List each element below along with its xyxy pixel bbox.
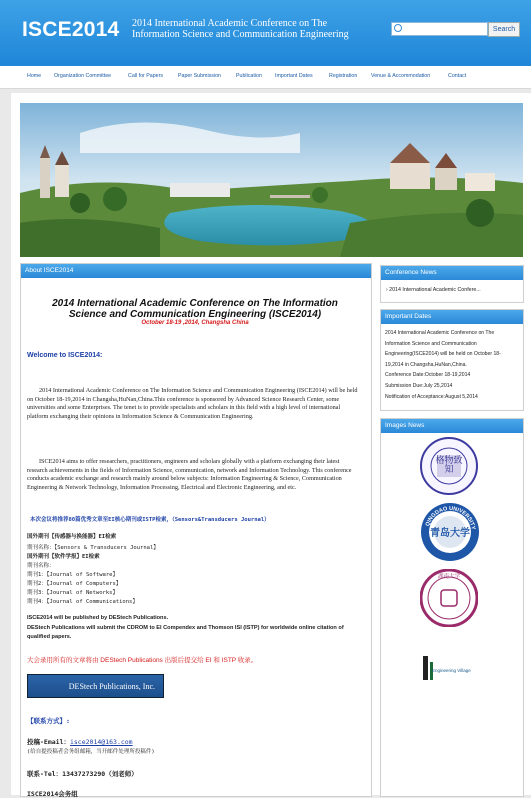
about-panel: [20, 263, 372, 797]
seal-3-text: 湖南大学: [437, 574, 460, 580]
destech-logo-text: DEStech Publications, Inc.: [68, 682, 155, 691]
news-item[interactable]: [386, 287, 481, 293]
destech-logo[interactable]: [27, 674, 164, 698]
nav-contact[interactable]: Contact: [448, 73, 467, 79]
conference-title-line1: 2014 International Academic Conference on The Information: [52, 298, 338, 309]
contact-heading: 【联系方式】:: [27, 717, 70, 725]
email-label: [27, 737, 133, 746]
email-note: (给自提投稿者会务组邮箱，当开邮件处理所投稿件): [27, 749, 155, 755]
university-seal-3[interactable]: [420, 569, 478, 627]
search-input[interactable]: [391, 22, 488, 36]
cn-recommend-line: 本次会议将推荐80篇优秀文章至EI核心期刊或ISTP检索，（Sensors&Transducers Journal）: [30, 517, 270, 523]
intro-paragraph-2: ISCE2014 aims to offer researchers, practitioners, engineers and scholars globally with a platform exchanging their latest research achievements in the fields of Information Science, communication, network and Information Technology. This conference conducts academic exchange and research mainly around below subjects: Information Engineering & Science, Communication Engineering & Network Technology, Information Processing, Electrical and Electronic Engineering, and etc.: [27, 458, 352, 491]
dates-line: Notification of Acceptance:August 5,2014: [385, 393, 478, 400]
dates-line: Information Science and Communication: [385, 340, 477, 347]
journal2-label: 期刊名称：: [27, 563, 55, 569]
about-header: About ISCE2014: [21, 264, 371, 278]
organizer-footer: ISCE2014会务组: [27, 790, 78, 798]
subtitle-line1: 2014 International Academic Conference on The: [132, 18, 328, 29]
nav-home[interactable]: Home: [27, 73, 42, 79]
seal-2-text: 青岛大学: [430, 528, 470, 539]
dates-line: Engineering(ISCE2014) will be held on October 18-: [385, 351, 501, 358]
images-header: Images News: [381, 419, 523, 433]
dates-line: 19,2014 in Changsha,HuNan,China.: [385, 361, 467, 368]
site-logo[interactable]: ISCE2014: [22, 18, 120, 41]
conference-date-place: October 18-19 ,2014, Changsha China: [141, 320, 249, 326]
journal2-item: 期刊2：【Journal of Computers】: [27, 581, 122, 587]
dates-header: Important Dates: [381, 310, 523, 324]
news-panel: [380, 265, 524, 303]
journal2-item: 期刊3：【Journal of Networks】: [27, 590, 118, 596]
intro-paragraph-1: 2014 International Academic Conference on The Information Science and Communication Engineering (ISCE2014) will be held on October 18-19,2014 in Changsha,HuNan,China.This conference is sponsored by Advanced Science Research Center, some universities and some Enterprises. The tenet is to provide specialists and scholars in this field with a high level of international platform exchanging their opinions in Information Science & Communication Engineering.: [27, 387, 358, 420]
conference-title-line2: Science and Communication Engineering (ISCE2014): [68, 309, 322, 320]
nav-paper-submission[interactable]: Paper Submission: [178, 73, 221, 79]
journal1-name: 期刊名称：【Sensors & Transducers Journal】: [27, 545, 159, 551]
journal2-item: 期刊4：【Journal of Communications】: [27, 599, 138, 605]
search-button[interactable]: Search: [488, 22, 520, 37]
seal-2-arc-text: QINGDAO UNIVERSITY: [424, 505, 476, 531]
nav-call-for-papers[interactable]: Call for Papers: [128, 73, 164, 79]
nav-publication[interactable]: Publication: [236, 73, 262, 79]
engineering-village-text: Engineering Village: [432, 668, 471, 673]
welcome-text: Welcome to ISCE2014:: [27, 352, 103, 359]
publication-line1: ISCE2014 will be published by DEStech Publications.: [27, 615, 169, 621]
nav-registration[interactable]: Registration: [329, 73, 358, 79]
news-item-link[interactable]: 2014 International Academic Confere...: [389, 287, 481, 293]
publication-line2: DEStech Publications will submit the CDROM to EI Compendex and Thomson ISI (ISTP) for worldwide online citation of qualified papers.: [27, 625, 344, 640]
university-seal-2[interactable]: [420, 502, 480, 562]
university-seal-1[interactable]: [420, 437, 478, 495]
seal-1-text: 格物致知: [435, 456, 463, 475]
engineering-village-logo[interactable]: [419, 654, 475, 684]
journal2-heading: 国外期刊【软件学报】EI检索: [27, 554, 100, 560]
publication-cn: 大会录用所有的文章将由 DEStech Publications 出版后提交给 EI 和 ISTP 收录。: [27, 657, 258, 664]
dates-line: Conference Date:October 18-19,2014: [385, 372, 471, 379]
site-subtitle: [132, 18, 392, 40]
banner-image: [20, 103, 523, 257]
nav-organization-committee[interactable]: Organization Committee: [54, 73, 112, 79]
contact-tel: 联系-Tel：13437273290（刘老师）: [27, 770, 138, 778]
subtitle-line2: Information Science and Communication Engineering: [132, 29, 349, 40]
nav-venue-accommodation[interactable]: Venue & Accommodation: [371, 73, 431, 79]
journal2-item: 期刊1：【Journal of Software】: [27, 572, 118, 578]
dates-line: 2014 International Academic Conference on The: [385, 330, 495, 336]
email-link[interactable]: isce2014@163.com: [69, 738, 133, 746]
dates-text: [385, 328, 521, 402]
nav-important-dates[interactable]: Important Dates: [275, 73, 313, 79]
news-header: Conference News: [381, 266, 523, 280]
main-nav: [0, 66, 531, 89]
journal1-heading: 国外期刊【传感器与换能器】EI检索: [27, 534, 117, 540]
email-label-text: 投稿-Email：: [27, 738, 70, 746]
dates-line: Submission Due:July 25,2014: [385, 382, 453, 389]
bullet-icon: ›: [386, 287, 388, 293]
search-icon: [394, 24, 402, 32]
